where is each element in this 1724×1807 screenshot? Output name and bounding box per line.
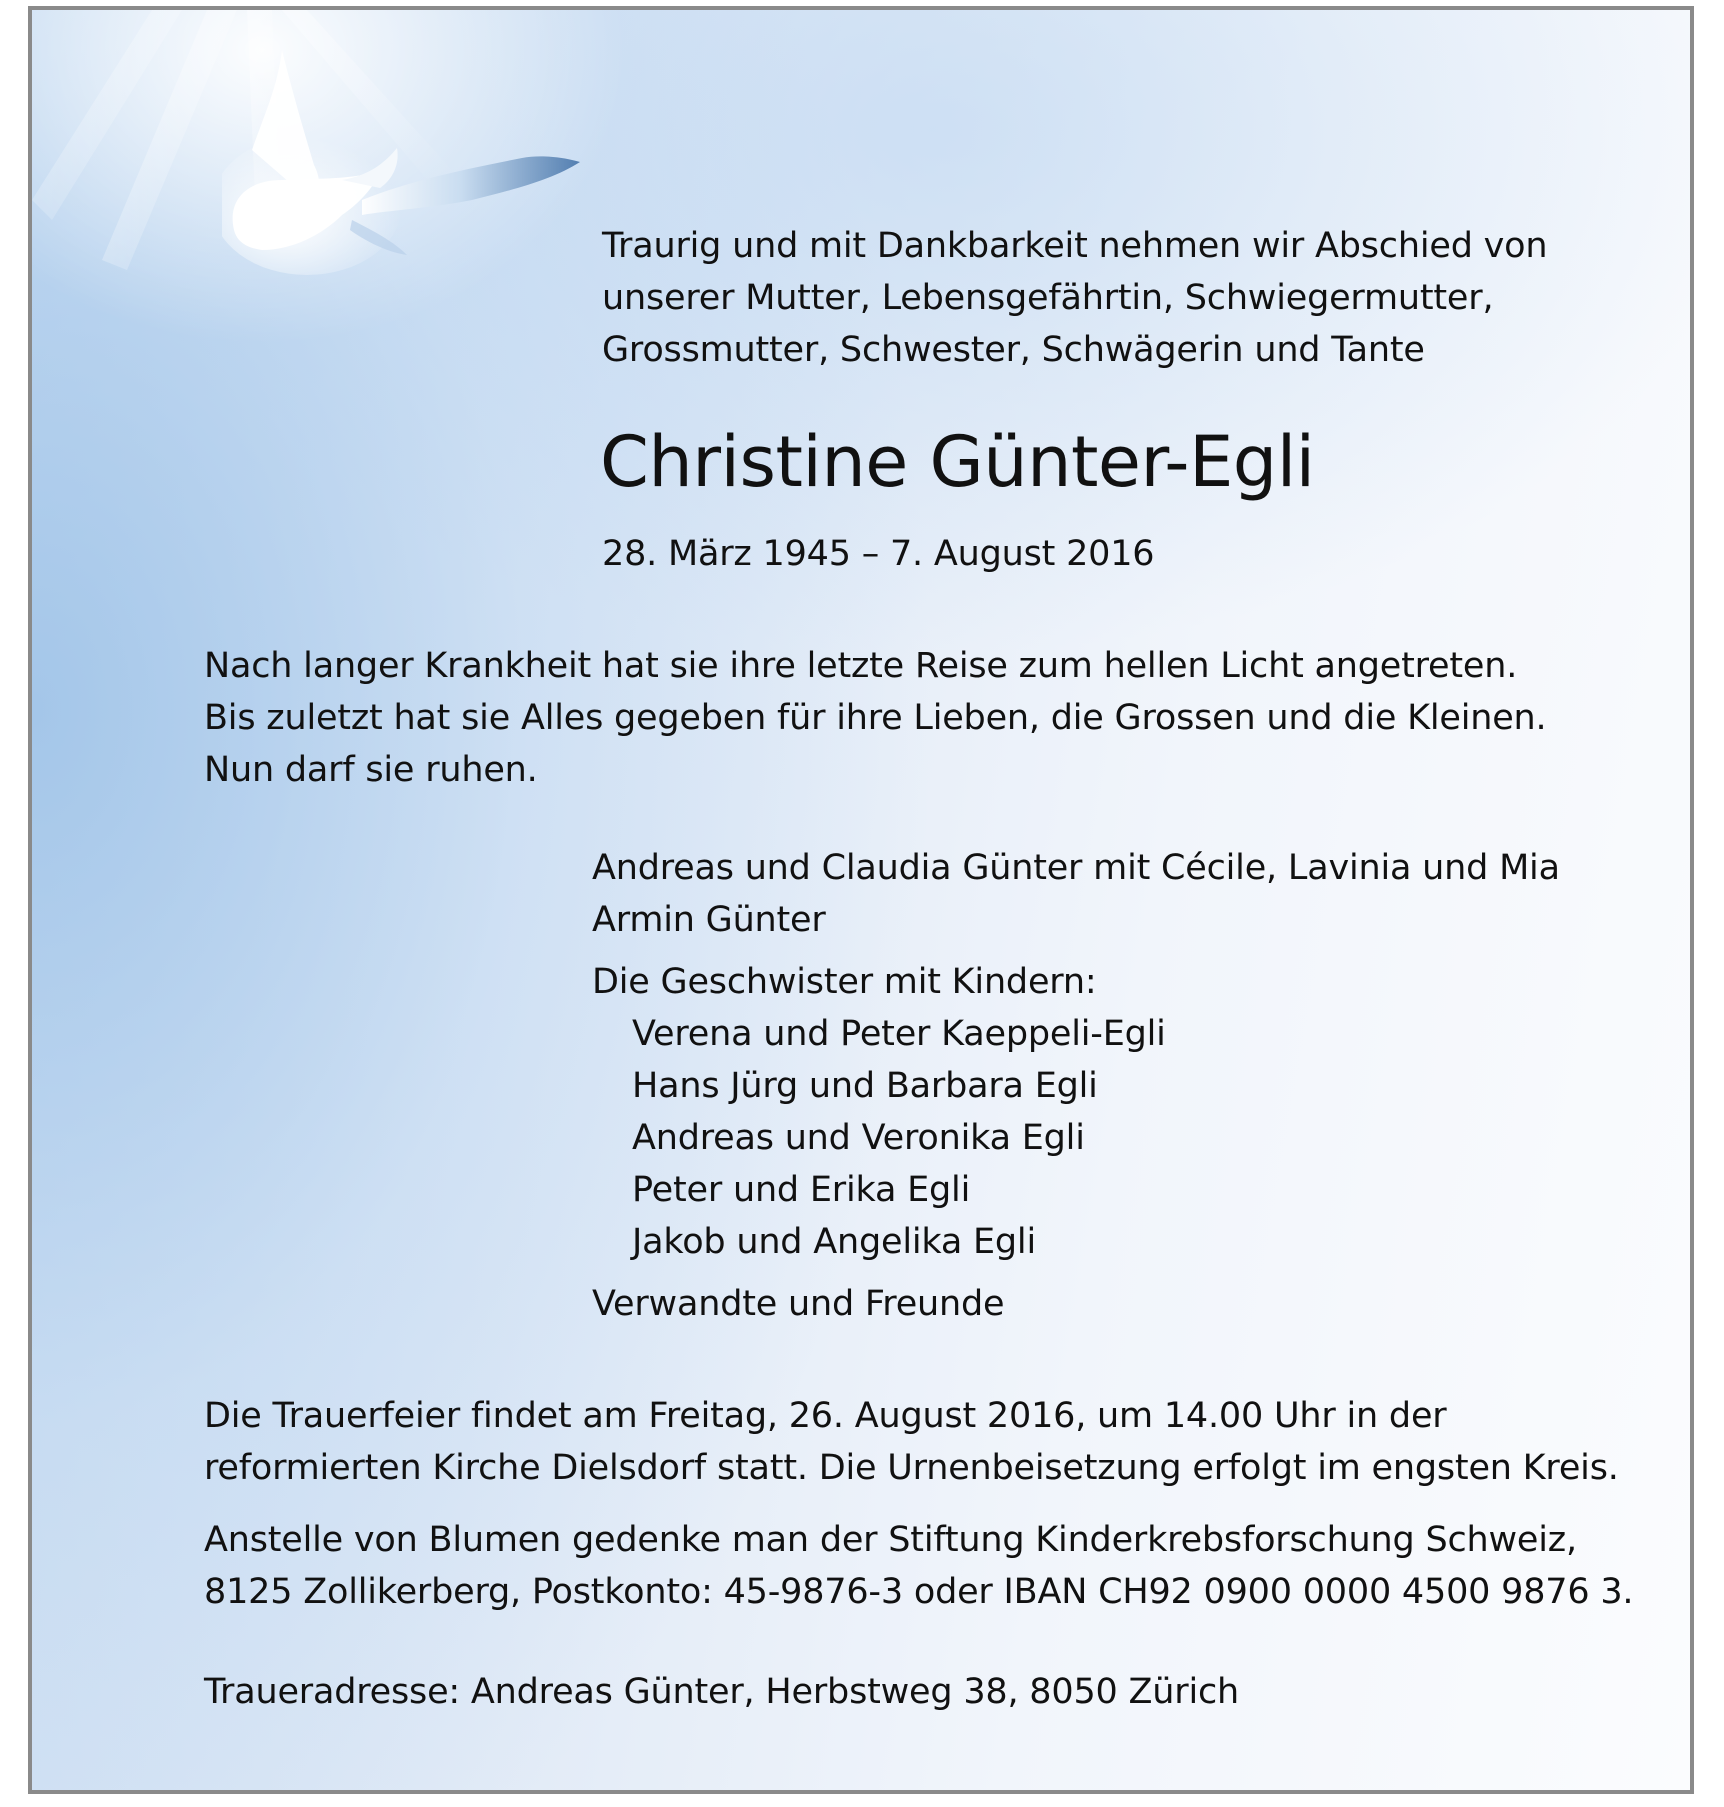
- intro-line: unserer Mutter, Lebensgefährtin, Schwiegermutter,: [602, 278, 1494, 318]
- donation-line: Anstelle von Blumen gedenke man der Stiftung Kinderkrebsforschung Schweiz,: [204, 1520, 1577, 1560]
- message-line: Bis zuletzt hat sie Alles gegeben für ihre Lieben, die Grossen und die Kleinen.: [204, 698, 1547, 738]
- siblings-heading: Die Geschwister mit Kindern:: [592, 962, 1097, 1002]
- intro-text: [602, 220, 1547, 376]
- donation-line: 8125 Zollikerberg, Postkonto: 45-9876-3 oder IBAN CH92 0900 0000 4500 9876 3.: [204, 1572, 1634, 1612]
- ceremony-line: reformierten Kirche Dielsdorf statt. Die Urnenbeisetzung erfolgt im engsten Kreis.: [204, 1448, 1619, 1488]
- deceased-name: Christine Günter-Egli: [600, 421, 1315, 503]
- sibling-family: Peter und Erika Egli: [632, 1170, 971, 1210]
- intro-line: Grossmutter, Schwester, Schwägerin und Tante: [602, 330, 1425, 370]
- sibling-family: Hans Jürg und Barbara Egli: [632, 1066, 1098, 1106]
- donation-info: [204, 1514, 1633, 1618]
- message-line: Nun darf sie ruhen.: [204, 750, 538, 790]
- sibling-family: Jakob und Angelika Egli: [632, 1222, 1036, 1262]
- obituary-frame: [28, 6, 1694, 1794]
- life-dates: 28. März 1945 – 7. August 2016: [602, 534, 1155, 574]
- mourners-list: [592, 842, 1560, 1330]
- message-line: Nach langer Krankheit hat sie ihre letzte Reise zum hellen Licht angetreten.: [204, 646, 1518, 686]
- mourning-address: Traueradresse: Andreas Günter, Herbstweg 38, 8050 Zürich: [204, 1672, 1240, 1712]
- child-family: Andreas und Claudia Günter mit Cécile, Lavinia und Mia: [592, 848, 1560, 888]
- relatives-and-friends: Verwandte und Freunde: [592, 1284, 1005, 1324]
- ceremony-line: Die Trauerfeier findet am Freitag, 26. August 2016, um 14.00 Uhr in der: [204, 1396, 1447, 1436]
- child-family: Armin Günter: [592, 900, 826, 940]
- farewell-message: [204, 640, 1546, 796]
- ceremony-info: [204, 1390, 1619, 1494]
- sibling-family: Verena und Peter Kaeppeli-Egli: [632, 1014, 1166, 1054]
- dove-icon: [222, 30, 592, 280]
- sibling-family: Andreas und Veronika Egli: [632, 1118, 1085, 1158]
- intro-line: Traurig und mit Dankbarkeit nehmen wir Abschied von: [602, 226, 1548, 266]
